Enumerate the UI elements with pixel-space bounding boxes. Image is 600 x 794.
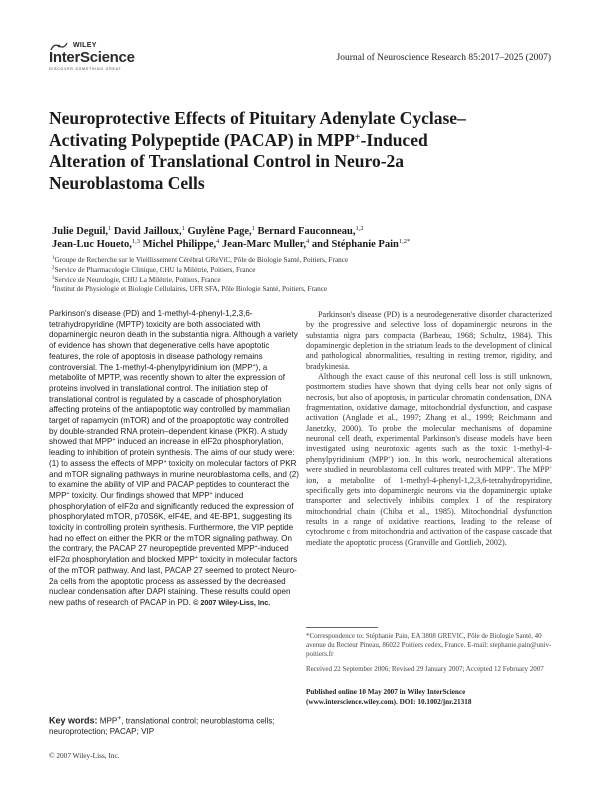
author: David Jailloux, xyxy=(111,226,182,237)
interscience-wordmark: InterScience xyxy=(49,49,135,66)
affiliation: $^2$Service de Pharmacologie Clinique, CHU la Milétrie, Poitiers, France xyxy=(52,265,256,274)
author: Julie Deguil, xyxy=(52,226,109,237)
correspondence-footnote: *Correspondence to: Stéphanie Pain, EA 3808 GREVIC, Pôle de Biologie Santé, 40 avenue du Recteur Pineau, 86022 Poitiers cedex, France. E-mail: stephanie.pain@univ-poitiers.fr xyxy=(306,632,552,659)
author: Bernard Fauconneau, xyxy=(254,226,356,237)
paragraph: Parkinson's disease (PD) is a neurodegenerative disorder characterized by the progressive and selective loss of dopaminergic neurons in the substantia nigra pars compacta (Barbeau, 1968; Schultz, 1984). This dopaminergic depletion in the striatum leads to the development of clinical and pathological abnormalities, resulting in resting tremor, rigidity, and bradykinesia. xyxy=(306,310,552,371)
affiliations xyxy=(52,256,552,295)
wiley-interscience-logo xyxy=(49,42,139,72)
affiliation: $^3$Service de Neurologie, CHU La Milétrie, Poitiers, France xyxy=(52,275,221,284)
affiliation: $^4$Institut de Physiologie et Biologie Cellulaires, UFR SFA, Pôle Biologie Santé, Poitiers, France xyxy=(52,285,328,294)
author: Guylène Page, xyxy=(184,226,252,237)
publication-info: Published online 10 May 2007 in Wiley InterScience (www.interscience.wiley.com). DOI: 10.1002/jnr.21318 xyxy=(306,688,472,706)
keywords-label: Key words: xyxy=(49,715,98,726)
paragraph: Although the exact cause of this neuronal cell loss is still unknown, postmortem studies have shown that dying cells bear not only signs of necrosis, but also of apoptosis, in particular chromatin condensation, DNA fragmentation, oxidative damage, mitochondrial dysfunction, and caspase activation (Anglade et al., 1997; Zhang et al., 1999; Reichmann and Janetzky, 2000). To probe the molecular mechanisms of dopamine neuronal cell death, experimental Parkinson's disease models have been investigated using neurotoxic agents such as the toxic 1-methyl-4-phenylpyridinium (MPP+) ion. In this work, neurochemical alterations were studied in neuroblastoma cell cultures treated with MPP+. The MPP+ ion, a metabolite of 1-methyl-4-phenyl-1,2,3,6-tetrahydropyridine, specifically gets into dopaminergic neurons via the dopaminergic uptake transporter and selectively inhibits complex I of the respiratory mitochondrial chain (Chiba et al., 1985). Mitochondrial dysfunction results in a range of oxidative reactions, leading to the release of cytochrome c from mitochondria and activation of the caspase cascade that mediate the apoptotic process (Granville and Gottlieb, 2002). xyxy=(306,372,552,547)
received-dates: Received 22 September 2006; Revised 29 January 2007; Accepted 12 February 2007 xyxy=(306,665,544,673)
journal-reference: Journal of Neuroscience Research 85:2017–2025 (2007) xyxy=(336,53,551,63)
wiley-wordmark: WILEY xyxy=(73,42,97,49)
footnote-divider xyxy=(306,627,378,628)
abstract: Parkinson's disease (PD) and 1-methyl-4-phenyl-1,2,3,6-tetrahydropyridine (MPTP) toxicity are both associated with dopaminergic neuron death in the substantia nigra. Although a variety of evidence has shown that degenerative cells have apoptotic features, the role of apoptosis in disease pathology remains controversial. The 1-methyl-4-phenylpyridinium ion (MPP+), a metabolite of MPTP, was recently shown to alter the expression of proteins involved in translational control. The initiation step of translational control is regulated by a cascade of phosphorylation affecting proteins of the antiapoptotic way controlled by mammalian target of rapamycin (mTOR) and of the proapoptotic way controlled by double-stranded RNA protein–dependent kinase (PKR). A study showed that MPP+ induced an increase in eIF2α phosphorylation, leading to inhibition of protein synthesis. The aims of our study were: (1) to assess the effects of MPP+ toxicity on molecular factors of PKR and mTOR signaling pathways in murine neuroblastoma cells, and (2) to examine the ability of VIP and PACAP peptides to counteract the MPP+ toxicity. Our findings showed that MPP+ induced phosphorylation of eIF2α and significantly reduced the expression of phosphorylated mTOR, p70S6K, eIF4E, and 4E-BP1, suggesting its toxicity in controlling protein synthesis. Furthermore, the VIP peptide had no effect on either the PKR or the mTOR signaling pathway. On the contrary, the PACAP 27 neuropeptide prevented MPP+-induced eIF2α phosphorylation and blocked MPP+ toxicity in molecular factors of the mTOR pathway. And last, PACAP 27 seemed to protect Neuro-2a cells from the apoptotic process as assessed by the decreased nuclear condensation after DAPI staining. These results could open new paths of research of PACAP in PD. © 2007 Wiley-Liss, Inc. xyxy=(49,309,299,607)
author-list: Julie Deguil,$^1$ David Jailloux,$^1$ Guylène Page,$^1$ Bernard Fauconneau,$^{1,2}$ Jean-Luc Houeto,$^{1,3}$ Michel Philippe,$^4$ Jean-Marc Muller,$^4$ and Stéphanie Pain$^{1,2*}$ xyxy=(52,225,411,250)
copyright-footer: © 2007 Wiley-Liss, Inc. xyxy=(49,751,120,760)
article-title: Neuroprotective Effects of Pituitary Adenylate Cyclase–Activating Polypeptide (PACAP) in MPP+-Induced Alteration of Translational Control in Neuro-2a Neuroblastoma Cells xyxy=(49,108,466,193)
introduction-text xyxy=(306,310,552,548)
author: Michel Philippe, xyxy=(140,239,217,250)
author: Jean-Luc Houeto, xyxy=(52,239,132,250)
affiliation: $^1$Groupe de Recherche sur le Vieillissement Cérébral GReViC, Pôle de Biologie Santé, Poitiers, France xyxy=(52,256,349,264)
logo-tagline: DISCOVER SOMETHING GREAT xyxy=(49,67,122,71)
keywords: Key words: MPP+, translational control; neuroblastoma cells; neuroprotection; PACAP; VIP xyxy=(49,715,275,737)
author: Jean-Marc Muller, xyxy=(219,239,307,250)
author: and Stéphanie Pain xyxy=(309,239,399,250)
abstract-copyright: © 2007 Wiley-Liss, Inc. xyxy=(193,597,271,607)
